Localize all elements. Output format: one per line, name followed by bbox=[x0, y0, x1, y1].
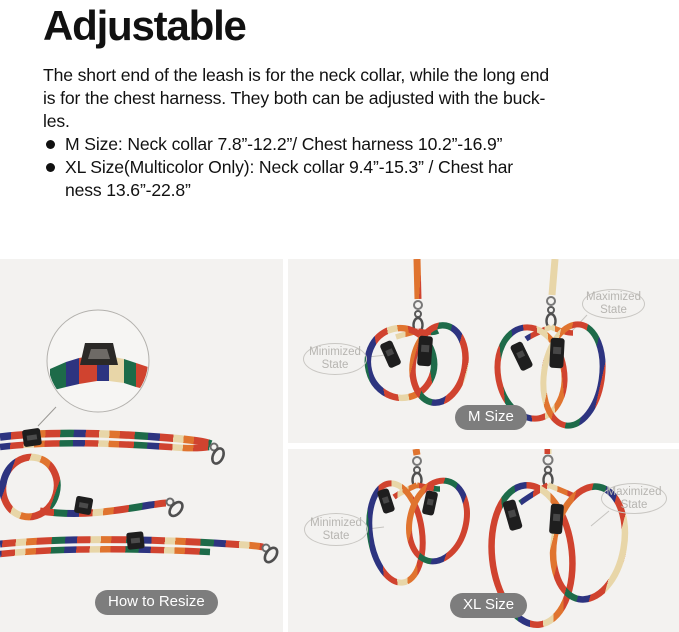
product-photo-grid bbox=[0, 259, 679, 632]
bullet-dot-icon bbox=[46, 163, 55, 172]
adjuster-buckle-icon bbox=[74, 496, 94, 516]
description-header bbox=[0, 0, 679, 202]
size-spec-xl bbox=[43, 156, 641, 202]
how-to-resize-panel bbox=[0, 259, 283, 632]
m-size-badge: M Size bbox=[455, 405, 527, 430]
how-to-resize-badge: How to Resize bbox=[95, 590, 218, 615]
page-title: Adjustable bbox=[43, 2, 246, 49]
size-spec-m-text: M Size: Neck collar 7.8”-12.2”/ Chest harness 10.2”-16.9” bbox=[65, 134, 503, 154]
swivel-clasp-icon bbox=[414, 301, 422, 309]
harness-buckle-icon bbox=[379, 340, 401, 369]
size-spec-xl-text-line2: ness 13.6”-22.8” bbox=[65, 180, 191, 200]
m-maximized-harness bbox=[491, 259, 609, 430]
swivel-clasp-icon bbox=[413, 457, 421, 465]
minimized-state-label: Minimized State bbox=[304, 513, 368, 546]
size-spec-list bbox=[43, 133, 641, 202]
xl-minimized-harness bbox=[363, 449, 475, 586]
harness-buckle-icon bbox=[510, 341, 534, 372]
description-body bbox=[43, 64, 641, 202]
resize-illustration bbox=[0, 259, 283, 632]
strap-row-looped bbox=[0, 451, 185, 523]
xl-size-panel bbox=[288, 449, 679, 632]
harness-buckle-icon bbox=[377, 488, 396, 515]
size-spec-xl-text-line1: XL Size(Multicolor Only): Neck collar 9.4”-15.3” / Chest har bbox=[65, 157, 513, 177]
size-panels-column bbox=[288, 259, 679, 632]
maximized-state-label: Maximized State bbox=[601, 483, 667, 514]
xl-size-badge: XL Size bbox=[450, 593, 527, 618]
harness-buckle-icon bbox=[417, 336, 433, 367]
maximized-state-label: Maximized State bbox=[582, 289, 645, 319]
m-size-panel bbox=[288, 259, 679, 443]
paragraph-line: is for the chest harness. They both can be adjusted with the buck- bbox=[43, 88, 546, 108]
paragraph-line: The short end of the leash is for the neck collar, while the long end bbox=[43, 65, 550, 85]
harness-buckle-icon bbox=[502, 499, 523, 531]
swivel-clasp-icon bbox=[547, 297, 555, 305]
size-spec-m bbox=[43, 133, 641, 156]
harness-buckle-icon bbox=[549, 338, 565, 369]
buckle-zoom-circle bbox=[38, 310, 149, 426]
bullet-dot-icon bbox=[46, 140, 55, 149]
strap-row-long bbox=[0, 531, 280, 564]
harness-buckle-icon bbox=[549, 504, 564, 535]
paragraph-line: les. bbox=[43, 111, 70, 131]
minimized-state-label: Minimized State bbox=[303, 343, 367, 375]
swivel-clasp-icon bbox=[544, 456, 553, 465]
adjuster-buckle-icon bbox=[22, 428, 42, 447]
adjuster-buckle-icon bbox=[126, 531, 145, 550]
m-minimized-harness bbox=[361, 259, 472, 407]
